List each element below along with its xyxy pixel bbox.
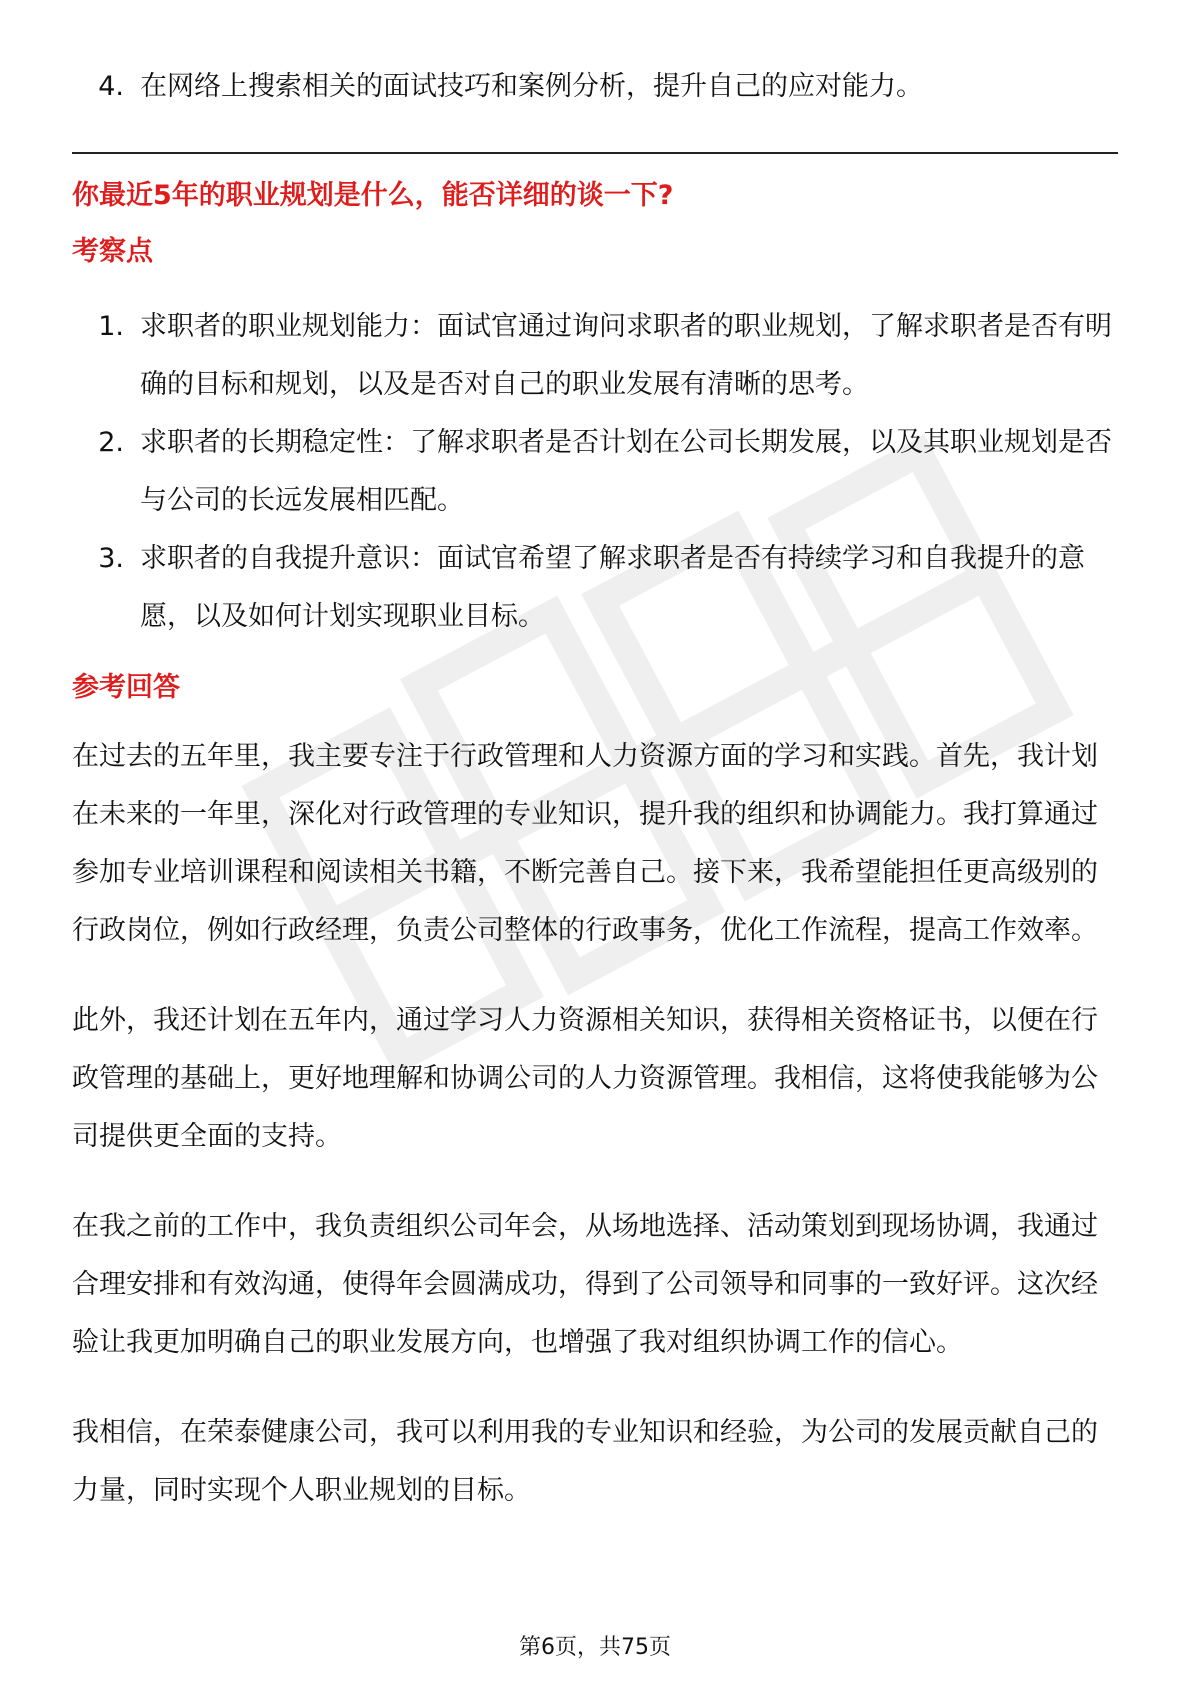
content	[72, 58, 1118, 1520]
answer-paragraph: 在我之前的工作中，我负责组织公司年会，从场地选择、活动策划到现场协调，我通过合理安排和有效沟通，使得年会圆满成功，得到了公司领导和同事的一致好评。这次经验让我更加明确自己的职业发展方向，也增强了我对组织协调工作的信心。	[72, 1211, 1098, 1358]
exam-points-heading: 考察点	[72, 236, 153, 267]
list-item	[72, 414, 1118, 530]
answer-paragraph: 我相信，在荣泰健康公司，我可以利用我的专业知识和经验，为公司的发展贡献自己的力量，同时实现个人职业规划的目标。	[72, 1417, 1098, 1506]
list-item-number: 2.	[98, 427, 124, 458]
list-item-text: 求职者的自我提升意识：面试官希望了解求职者是否有持续学习和自我提升的意愿，以及如何计划实现职业目标。	[140, 543, 1085, 632]
page-number: 第6页，共75页	[519, 1635, 671, 1660]
top-list	[72, 58, 1118, 116]
answer-paragraph: 此外，我还计划在五年内，通过学习人力资源相关知识，获得相关资格证书，以便在行政管理的基础上，更好地理解和协调公司的人力资源管理。我相信，这将使我能够为公司提供更全面的支持。	[72, 1005, 1098, 1152]
list-item	[72, 530, 1118, 646]
answer-paragraph: 在过去的五年里，我主要专注于行政管理和人力资源方面的学习和实践。首先，我计划在未来的一年里，深化对行政管理的专业知识，提升我的组织和协调能力。我打算通过参加专业培训课程和阅读相关书籍，不断完善自己。接下来，我希望能担任更高级别的行政岗位，例如行政经理，负责公司整体的行政事务，优化工作流程，提高工作效率。	[72, 741, 1098, 946]
divider	[72, 152, 1118, 154]
answer-heading: 参考回答	[72, 672, 180, 703]
question-heading: 你最近5年的职业规划是什么，能否详细的谈一下?	[72, 180, 674, 211]
list-item-text: 在网络上搜索相关的面试技巧和案例分析，提升自己的应对能力。	[140, 71, 923, 102]
list-item-text: 求职者的职业规划能力：面试官通过询问求职者的职业规划，了解求职者是否有明确的目标和规划，以及是否对自己的职业发展有清晰的思考。	[140, 311, 1112, 400]
list-item-text: 求职者的长期稳定性：了解求职者是否计划在公司长期发展，以及其职业规划是否与公司的长远发展相匹配。	[140, 427, 1112, 516]
list-item-number: 3.	[98, 543, 124, 574]
list-item	[72, 298, 1118, 414]
list-item-number: 4.	[98, 71, 124, 102]
list-item	[72, 58, 1118, 116]
exam-points-list	[72, 298, 1118, 646]
list-item-number: 1.	[98, 311, 124, 342]
